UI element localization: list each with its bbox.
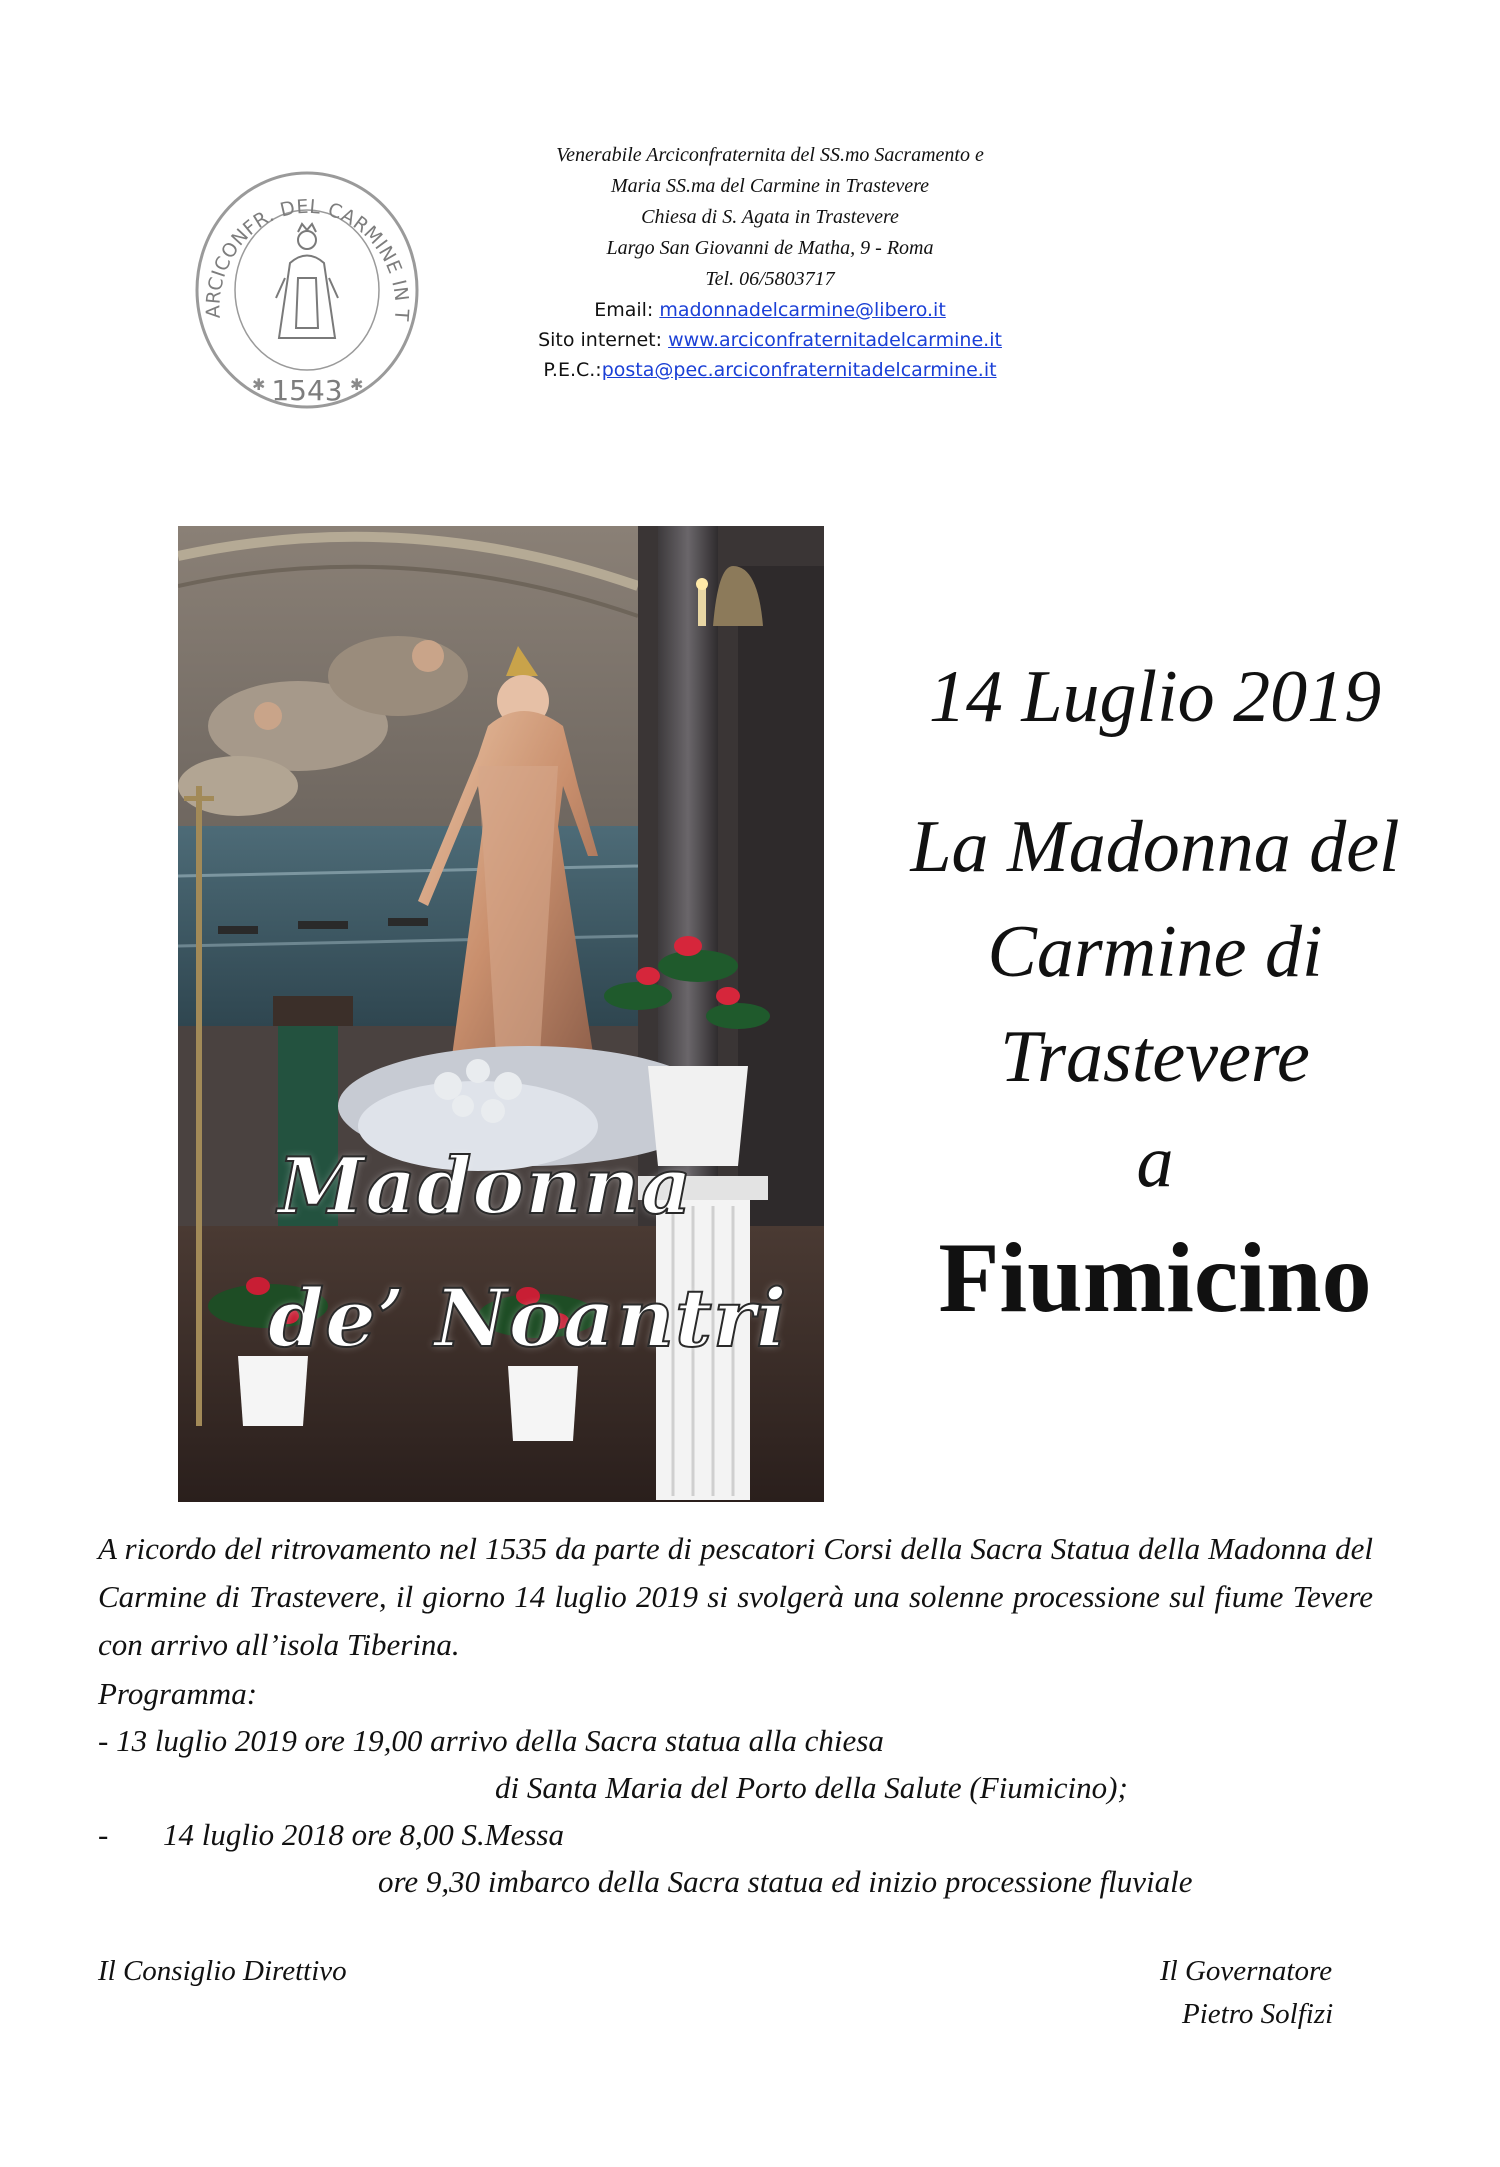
pec-row bbox=[440, 355, 1100, 385]
address: Largo San Giovanni de Matha, 9 - Roma bbox=[606, 237, 934, 259]
program-item-2-line-2: ore 9,30 imbarco della Sacra statua ed inizio processione fluviale bbox=[378, 1864, 1193, 1899]
email-row bbox=[440, 295, 1100, 325]
signature-council: Il Consiglio Direttivo bbox=[98, 1955, 347, 1987]
program-label: Programma: bbox=[98, 1676, 258, 1711]
signature-governor-name: Pietro Solfizi bbox=[1182, 1998, 1334, 2030]
event-date: 14 Luglio 2019 bbox=[928, 656, 1382, 738]
title-line-2: Carmine di bbox=[987, 911, 1323, 993]
email-label: Email: bbox=[594, 299, 660, 321]
seal-year: 1543 bbox=[271, 374, 343, 407]
svg-text:✱: ✱ bbox=[350, 375, 364, 394]
telephone: Tel. 06/5803717 bbox=[705, 268, 835, 290]
signature-governor-title: Il Governatore bbox=[1160, 1955, 1333, 1987]
photo-overlay-title-line1: Madonna bbox=[278, 1141, 693, 1232]
confraternity-seal bbox=[190, 168, 425, 413]
body-paragraph: A ricordo del ritrovamento nel 1535 da parte di pescatori Corsi della Sacra Statua della Madonna del Carmine di Trastevere, il giorno 14 luglio 2019 si svolgerà una solenne processione sul fiume Tevere con arrivo all’isola Tiberina. bbox=[98, 1531, 1373, 1662]
title-place: Fiumicino bbox=[938, 1222, 1372, 1333]
church-name: Chiesa di S. Agata in Trastevere bbox=[641, 206, 899, 228]
seal-text: ARCICONFR. DEL CARMINE IN T bbox=[202, 195, 413, 323]
email-link[interactable]: madonnadelcarmine@libero.it bbox=[659, 299, 946, 321]
org-line-1: Venerabile Arciconfraternita del SS.mo Sacramento e bbox=[556, 144, 984, 166]
title-line-1: La Madonna del bbox=[910, 806, 1400, 888]
title-line-3: Trastevere bbox=[1000, 1016, 1310, 1098]
website-label: Sito internet: bbox=[538, 329, 669, 351]
madonna-statue-photo bbox=[178, 526, 824, 1502]
pec-label: P.E.C.: bbox=[543, 359, 602, 381]
program-item-2-dash: - bbox=[98, 1817, 109, 1852]
org-line-2: Maria SS.ma del Carmine in Trastevere bbox=[610, 175, 930, 197]
title-line-4: a bbox=[1136, 1121, 1174, 1203]
website-row bbox=[440, 325, 1100, 355]
svg-text:✱: ✱ bbox=[252, 375, 266, 394]
pec-link[interactable]: posta@pec.arciconfraternitadelcarmine.it bbox=[601, 359, 997, 381]
program-item-2-line-1: 14 luglio 2018 ore 8,00 S.Messa bbox=[163, 1817, 564, 1852]
photo-overlay-title-line2: de’ Noantri bbox=[268, 1271, 788, 1365]
letterhead bbox=[440, 140, 1100, 385]
website-link[interactable]: www.arciconfraternitadelcarmine.it bbox=[668, 329, 1002, 351]
program-item-1-line-2: di Santa Maria del Porto della Salute (Fiumicino); bbox=[495, 1770, 1128, 1805]
program-item-1-line-1: - 13 luglio 2019 ore 19,00 arrivo della Sacra statua alla chiesa bbox=[98, 1723, 884, 1758]
